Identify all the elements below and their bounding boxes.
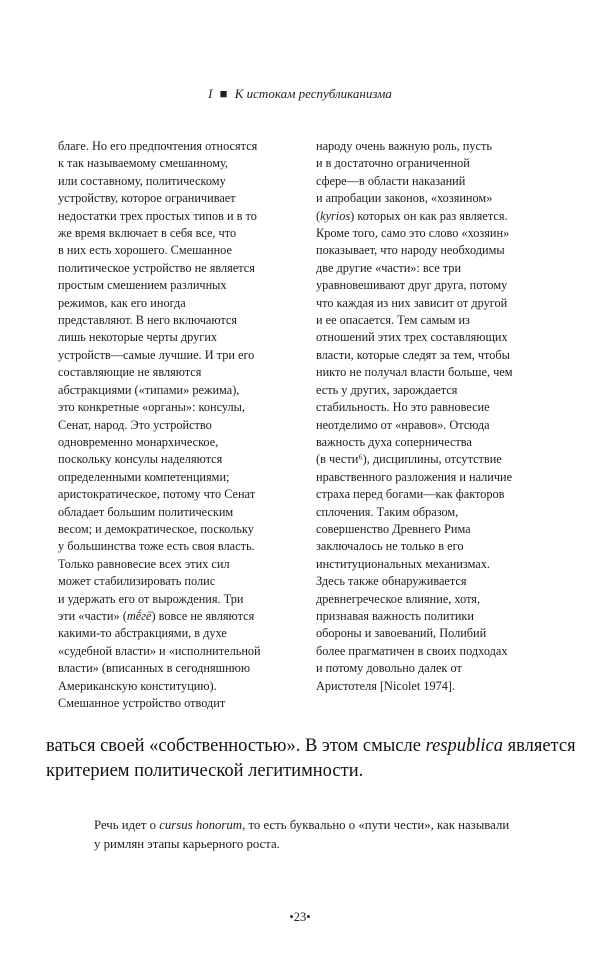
body-text	[46, 734, 576, 784]
text-line: и апробации законов, «хозяином»	[316, 191, 493, 206]
text-line: есть у других, зарождается	[316, 382, 458, 397]
text-line: простым смешением различных	[58, 278, 227, 293]
page-number: •23•	[289, 910, 311, 924]
text-line: аристократическое, потому что Сенат	[58, 487, 256, 502]
text-line: политическое устройство не является	[58, 260, 255, 275]
text-line: это конкретные «органы»: консулы,	[58, 400, 246, 415]
right-text-column	[316, 138, 556, 695]
text-line: сфере—в области наказаний	[316, 173, 466, 188]
text-line: благе. Но его предпочтения относятся	[58, 139, 258, 153]
text-line: (kyrios) которых он как раз является.	[316, 208, 508, 223]
text-line: абстракциями («типами» режима),	[58, 382, 240, 397]
text-line: «судебной власти» и «исполнительной	[58, 643, 261, 658]
text-line: лишь некоторые черты других	[58, 330, 218, 345]
text-line: обладает большим политическим	[58, 504, 234, 519]
text-line: весом; и демократическое, поскольку	[58, 521, 254, 536]
text-line: какими-то абстракциями, в духе	[58, 626, 227, 641]
text-line: составляющие не являются	[58, 365, 202, 380]
text-line: отношений этих трех составляющих	[316, 330, 508, 345]
text-line: устройству, которое ограничивает	[58, 191, 236, 206]
text-line: стабильность. Но это равновесие	[316, 400, 490, 415]
text-line: Американскую конституцию).	[58, 678, 217, 693]
text-line: же время включает в себя все, что	[58, 226, 237, 241]
left-text-column	[58, 138, 288, 712]
text-line: эти «части» (тḗгё) вовсе не являются	[58, 608, 255, 623]
text-line: Только равновесие всех этих сил	[58, 556, 230, 571]
chapter-number: I	[208, 86, 213, 101]
text-line: древнегреческое влияние, хотя,	[316, 591, 481, 606]
text-line: Кроме того, само это слово «хозяин»	[316, 226, 510, 241]
text-line: обороны и завоеваний, Полибий	[316, 626, 487, 641]
text-line: институциональных механизмах.	[316, 556, 490, 571]
text-line: показывает, что народу необходимы	[316, 243, 505, 258]
text-line: поскольку консулы наделяются	[58, 452, 223, 467]
separator-square-icon: ■	[219, 86, 228, 101]
text-line: к так называемому смешанному,	[58, 156, 228, 171]
text-line: две другие «части»: все три	[316, 260, 462, 275]
footnote	[94, 816, 564, 854]
text-line: сплочения. Таким образом,	[316, 504, 459, 519]
footnote-line: у римлян этапы карьерного роста.	[94, 837, 280, 851]
text-line: может стабилизировать полис	[58, 574, 216, 589]
text-line: и ее опасается. Тем самым из	[316, 313, 470, 328]
text-line: признавая важность политики	[316, 608, 474, 623]
text-line: нравственного разложения и наличие	[316, 469, 513, 484]
text-line: у большинства тоже есть своя власть.	[58, 539, 255, 554]
text-line: власти» (вписанных в сегодняшнюю	[58, 661, 251, 676]
footnote-line: Речь идет о cursus honorum, то есть буквально о «пути чести», как называли	[94, 818, 510, 832]
text-line: уравновешивают друг друга, потому	[316, 278, 508, 293]
text-line: заключалось не только в его	[316, 539, 464, 554]
text-line: представляют. В него включаются	[58, 313, 237, 328]
text-line: и потому довольно далек от	[316, 661, 462, 676]
text-line: или составному, политическому	[58, 173, 226, 188]
chapter-title: К истокам республиканизма	[234, 86, 392, 101]
text-line: Смешанное устройство отводит	[58, 696, 226, 710]
text-line: и в достаточно ограниченной	[316, 156, 470, 171]
text-line: страха перед богами—как факторов	[316, 487, 505, 502]
text-line: режимов, как его иногда	[58, 295, 186, 310]
text-line: устройств—самые лучшие. И три его	[58, 347, 255, 362]
text-line: Здесь также обнаруживается	[316, 574, 467, 589]
text-line: недостатки трех простых типов и в то	[58, 208, 257, 223]
text-line: в них есть хорошего. Смешанное	[58, 243, 232, 258]
text-line: определенными компетенциями;	[58, 469, 230, 484]
body-line: критерием политической легитимности.	[46, 761, 364, 781]
text-line: власти, которые следят за тем, чтобы	[316, 347, 510, 362]
text-line: Аристотеля [Nicolet 1974].	[316, 678, 456, 693]
text-line: более прагматичен в своих подходах	[316, 643, 508, 658]
text-line: Сенат, народ. Это устройство	[58, 417, 212, 432]
text-line: важность духа соперничества	[316, 434, 472, 449]
text-line: (в чести⁶), дисциплины, отсутствие	[316, 452, 502, 467]
text-line: никто не получал власти больше, чем	[316, 365, 513, 380]
text-line: и удержать его от вырождения. Три	[58, 591, 244, 606]
text-line: народу очень важную роль, пусть	[316, 139, 492, 153]
text-line: что каждая из них зависит от другой	[316, 295, 508, 310]
text-line: неотделимо от «нравов». Отсюда	[316, 417, 490, 432]
text-line: одновременно монархическое,	[58, 434, 219, 449]
body-line: ваться своей «собственностью». В этом смысле respublica является	[46, 736, 576, 756]
text-line: совершенство Древнего Рима	[316, 521, 471, 536]
running-head	[0, 86, 600, 102]
